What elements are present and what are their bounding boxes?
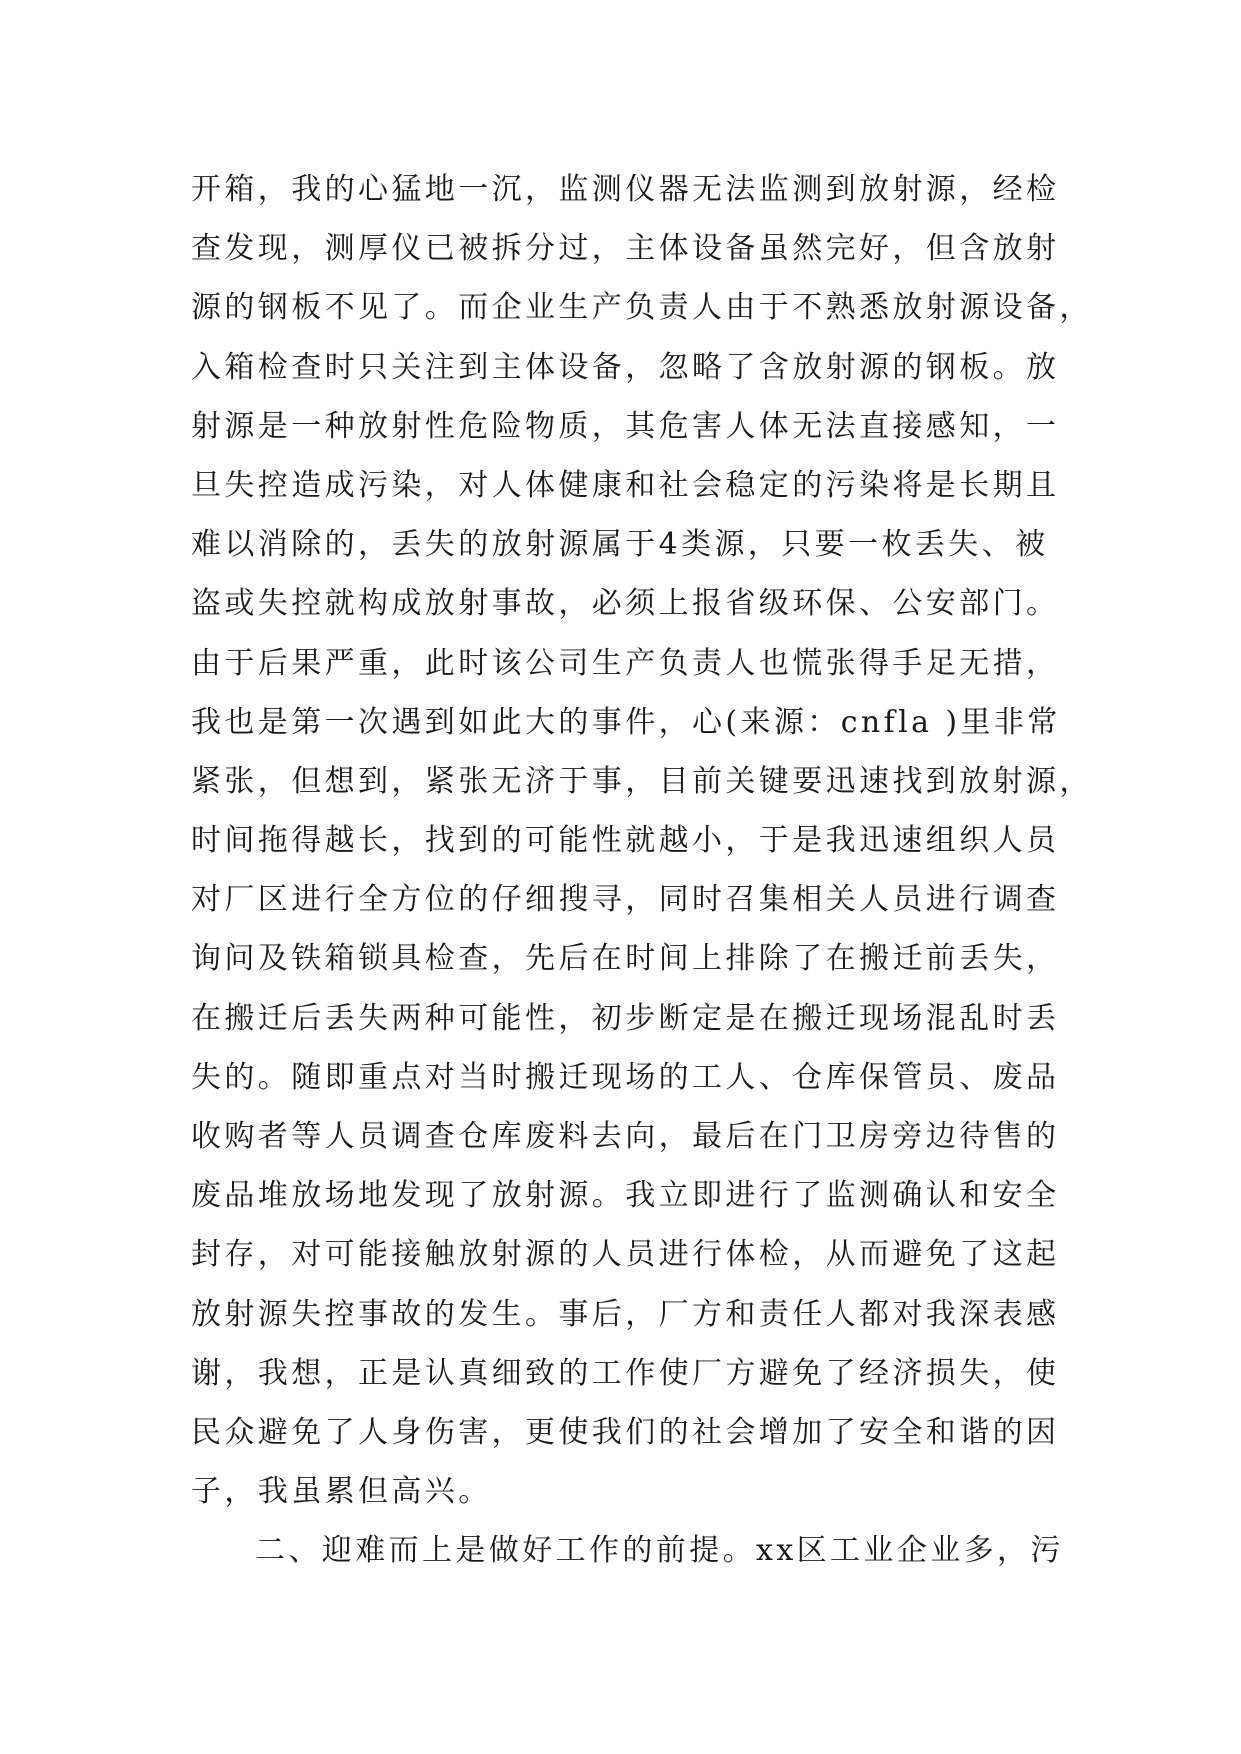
text-line: 盗或失控就构成放射事故，必须上报省级环保、公安部门。 — [191, 586, 1060, 622]
text-line: 源的钢板不见了。而企业生产负责人由于不熟悉放射源设备， — [191, 290, 1093, 326]
text-line: 失的。随即重点对当时搬迁现场的工人、仓库保管员、废品 — [191, 1059, 1060, 1095]
text-line: 询问及铁箱锁具检查，先后在时间上排除了在搬迁前丢失， — [191, 941, 1060, 977]
text-line: 谢，我想，正是认真细致的工作使厂方避免了经济损失，使 — [191, 1355, 1060, 1391]
text-line: 收购者等人员调查仓库废料去向，最后在门卫房旁边待售的 — [191, 1119, 1060, 1154]
text-line: 入箱检查时只关注到主体设备，忽略了含放射源的钢板。放 — [191, 349, 1060, 385]
text-line: 民众避免了人身伤害，更使我们的社会增加了安全和谐的因 — [191, 1414, 1060, 1450]
text-line: 子，我虽累但高兴。 — [191, 1474, 492, 1510]
text-line: 放射源失控事故的发生。事后，厂方和责任人都对我深表感 — [191, 1296, 1060, 1332]
text-line: 查发现，测厚仪已被拆分过，主体设备虽然完好，但含放射 — [191, 231, 1060, 267]
text-line: 废品堆放场地发现了放射源。我立即进行了监测确认和安全 — [191, 1178, 1060, 1214]
text-line: 对厂区进行全方位的仔细搜寻，同时召集相关人员进行调查 — [191, 882, 1060, 918]
body-text — [191, 160, 1093, 1581]
text-line: 开箱，我的心猛地一沉，监测仪器无法监测到放射源，经检 — [191, 172, 1060, 207]
section-heading-line: 二、迎难而上是做好工作的前提。xx区工业企业多，污 — [255, 1533, 1064, 1569]
text-line: 我也是第一次遇到如此大的事件，心(来源：cnfla )里非常 — [191, 704, 1061, 740]
text-line: 时间拖得越长，找到的可能性就越小，于是我迅速组织人员 — [191, 823, 1060, 859]
text-line: 封存，对可能接触放射源的人员进行体检，从而避免了这起 — [191, 1237, 1060, 1273]
text-line: 射源是一种放射性危险物质，其危害人体无法直接感知，一 — [191, 408, 1060, 444]
text-line: 难以消除的，丢失的放射源属于4类源，只要一枚丢失、被 — [191, 527, 1049, 563]
text-line: 在搬迁后丢失两种可能性，初步断定是在搬迁现场混乱时丢 — [191, 1000, 1060, 1036]
text-line: 由于后果严重，此时该公司生产负责人也慌张得手足无措， — [191, 645, 1060, 681]
text-line: 旦失控造成污染，对人体健康和社会稳定的污染将是长期且 — [191, 467, 1060, 503]
text-line: 紧张，但想到，紧张无济于事，目前关键要迅速找到放射源， — [191, 763, 1093, 799]
